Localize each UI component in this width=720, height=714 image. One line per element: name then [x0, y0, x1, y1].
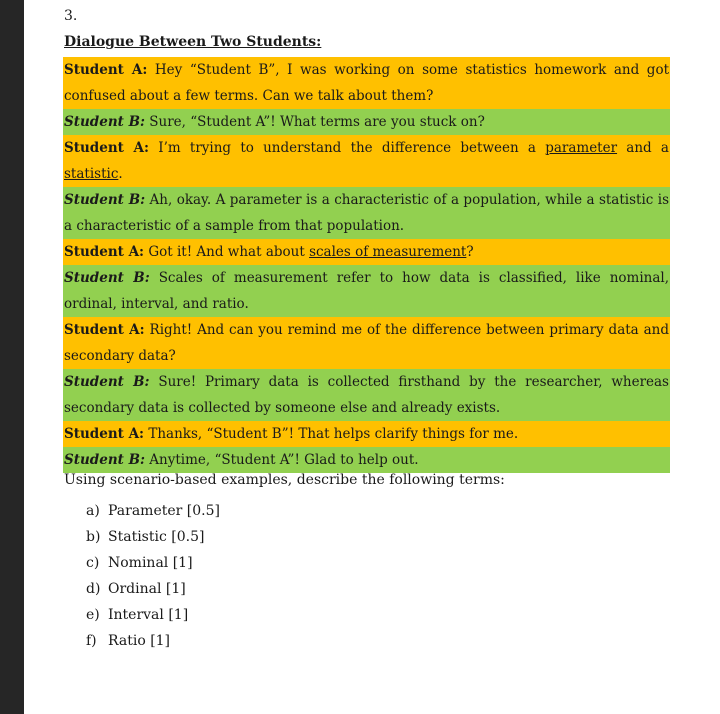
- turn-text: Ah, okay. A parameter is a characteristic of a population, while a statistic is a characteristic of a sample from that population.: [64, 192, 669, 234]
- dialogue-turn: [63, 447, 670, 473]
- item-text: Statistic [0.5]: [108, 529, 205, 545]
- turn-text: Got it! And what about: [148, 244, 310, 260]
- list-item: [86, 602, 220, 628]
- speaker-label: Student B:: [64, 114, 145, 130]
- item-letter: f): [86, 633, 97, 649]
- dialogue-turn: [63, 187, 670, 239]
- dialogue-heading: Dialogue Between Two Students:: [64, 34, 322, 50]
- speaker-label: Student A:: [64, 62, 148, 78]
- dialogue-turn: [63, 57, 670, 109]
- turn-text: Scales of measurement refer to how data is classified, like nominal, ordinal, interval, and ratio.: [64, 270, 669, 312]
- item-letter: d): [86, 581, 101, 597]
- turn-text: Sure! Primary data is collected firsthand by the researcher, whereas secondary data is collected by someone else and already exists.: [64, 374, 669, 416]
- turn-text: ?: [466, 244, 474, 260]
- speaker-label: Student A:: [64, 426, 145, 442]
- item-letter: c): [86, 555, 100, 571]
- turn-text: Right! And can you remind me of the difference between primary data and secondary data?: [64, 322, 669, 364]
- task-prompt: Using scenario-based examples, describe the following terms:: [64, 472, 505, 488]
- speaker-label: Student A:: [64, 322, 145, 338]
- document-page: [24, 0, 720, 714]
- turn-text: .: [118, 166, 123, 182]
- speaker-label: Student B:: [64, 192, 146, 208]
- item-letter: b): [86, 529, 101, 545]
- dialogue-block: [63, 57, 670, 473]
- question-number: 3.: [64, 8, 78, 24]
- item-letter: a): [86, 503, 100, 519]
- turn-text: Sure, “Student A”! What terms are you stuck on?: [149, 114, 485, 130]
- item-text: Ratio [1]: [108, 633, 171, 649]
- list-item: [86, 628, 220, 654]
- item-text: Parameter [0.5]: [108, 503, 220, 519]
- dialogue-turn: [63, 369, 670, 421]
- list-item: [86, 524, 220, 550]
- item-text: Nominal [1]: [108, 555, 193, 571]
- underlined-term-statistic: statistic: [64, 166, 119, 182]
- item-text: Ordinal [1]: [108, 581, 186, 597]
- underlined-term-parameter: parameter: [545, 140, 618, 156]
- turn-text: Thanks, “Student B”! That helps clarify things for me.: [148, 426, 519, 442]
- speaker-label: Student A:: [64, 244, 145, 260]
- list-item: [86, 498, 220, 524]
- speaker-label: Student B:: [64, 374, 150, 390]
- dialogue-turn: [63, 317, 670, 369]
- turn-text: I’m trying to understand the difference between a: [158, 140, 546, 156]
- dialogue-turn: [63, 109, 670, 135]
- speaker-label: Student B:: [64, 452, 145, 468]
- dialogue-turn: [63, 135, 670, 187]
- item-letter: e): [86, 607, 100, 623]
- dialogue-turn: [63, 265, 670, 317]
- dialogue-turn: [63, 421, 670, 447]
- underlined-term-scales: scales of measurement: [309, 244, 467, 260]
- list-item: [86, 550, 220, 576]
- term-list: [86, 498, 220, 654]
- list-item: [86, 576, 220, 602]
- dialogue-turn: [63, 239, 670, 265]
- speaker-label: Student B:: [64, 270, 150, 286]
- turn-text: and a: [617, 140, 669, 156]
- turn-text: Anytime, “Student A”! Glad to help out.: [149, 452, 419, 468]
- turn-text: Hey “Student B”, I was working on some statistics homework and got confused about a few terms. Can we talk about them?: [64, 62, 670, 104]
- speaker-label: Student A:: [64, 140, 149, 156]
- item-text: Interval [1]: [108, 607, 189, 623]
